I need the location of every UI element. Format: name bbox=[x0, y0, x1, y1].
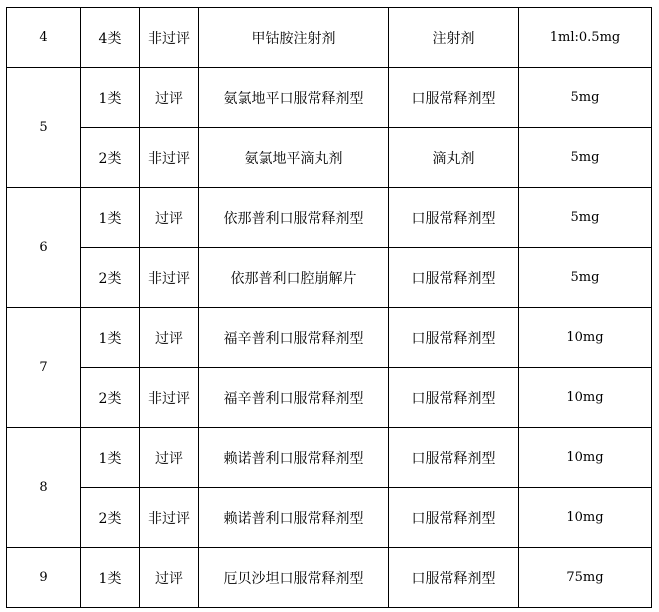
dosage-form-cell: 滴丸剂 bbox=[389, 128, 519, 188]
spec-cell: 1ml:0.5mg bbox=[519, 8, 652, 68]
drug-name-cell: 依那普利口腔崩解片 bbox=[199, 248, 389, 308]
dosage-form-cell: 口服常释剂型 bbox=[389, 548, 519, 608]
category-cell: 1类 bbox=[81, 548, 140, 608]
drug-name-cell: 氨氯地平口服常释剂型 bbox=[199, 68, 389, 128]
spec-cell: 10mg bbox=[519, 368, 652, 428]
spec-cell: 5mg bbox=[519, 128, 652, 188]
dosage-form-cell: 口服常释剂型 bbox=[389, 248, 519, 308]
drug-name-cell: 依那普利口服常释剂型 bbox=[199, 188, 389, 248]
evaluation-cell: 非过评 bbox=[140, 488, 199, 548]
table-row bbox=[7, 128, 652, 188]
evaluation-cell: 非过评 bbox=[140, 128, 199, 188]
spec-cell: 75mg bbox=[519, 548, 652, 608]
seq-cell: 8 bbox=[7, 428, 81, 548]
table-row bbox=[7, 248, 652, 308]
dosage-form-cell: 注射剂 bbox=[389, 8, 519, 68]
drug-table bbox=[6, 7, 652, 608]
category-cell: 2类 bbox=[81, 248, 140, 308]
spec-cell: 10mg bbox=[519, 308, 652, 368]
table-row bbox=[7, 8, 652, 68]
drug-name-cell: 甲钴胺注射剂 bbox=[199, 8, 389, 68]
drug-name-cell: 福辛普利口服常释剂型 bbox=[199, 368, 389, 428]
table-row bbox=[7, 548, 652, 608]
category-cell: 2类 bbox=[81, 368, 140, 428]
dosage-form-cell: 口服常释剂型 bbox=[389, 488, 519, 548]
spec-cell: 5mg bbox=[519, 188, 652, 248]
seq-cell: 5 bbox=[7, 68, 81, 188]
drug-name-cell: 赖诺普利口服常释剂型 bbox=[199, 428, 389, 488]
category-cell: 4类 bbox=[81, 8, 140, 68]
category-cell: 1类 bbox=[81, 308, 140, 368]
category-cell: 1类 bbox=[81, 188, 140, 248]
drug-name-cell: 厄贝沙坦口服常释剂型 bbox=[199, 548, 389, 608]
spec-cell: 10mg bbox=[519, 428, 652, 488]
dosage-form-cell: 口服常释剂型 bbox=[389, 308, 519, 368]
category-cell: 2类 bbox=[81, 128, 140, 188]
dosage-form-cell: 口服常释剂型 bbox=[389, 68, 519, 128]
evaluation-cell: 非过评 bbox=[140, 368, 199, 428]
evaluation-cell: 过评 bbox=[140, 188, 199, 248]
table-row bbox=[7, 428, 652, 488]
table-row bbox=[7, 488, 652, 548]
table-row bbox=[7, 188, 652, 248]
evaluation-cell: 过评 bbox=[140, 548, 199, 608]
category-cell: 1类 bbox=[81, 428, 140, 488]
seq-cell: 6 bbox=[7, 188, 81, 308]
table-row bbox=[7, 368, 652, 428]
drug-name-cell: 福辛普利口服常释剂型 bbox=[199, 308, 389, 368]
spec-cell: 5mg bbox=[519, 68, 652, 128]
dosage-form-cell: 口服常释剂型 bbox=[389, 368, 519, 428]
evaluation-cell: 过评 bbox=[140, 308, 199, 368]
seq-cell: 9 bbox=[7, 548, 81, 608]
evaluation-cell: 非过评 bbox=[140, 248, 199, 308]
table-row bbox=[7, 308, 652, 368]
spec-cell: 10mg bbox=[519, 488, 652, 548]
drug-name-cell: 氨氯地平滴丸剂 bbox=[199, 128, 389, 188]
seq-cell: 7 bbox=[7, 308, 81, 428]
spec-cell: 5mg bbox=[519, 248, 652, 308]
evaluation-cell: 过评 bbox=[140, 428, 199, 488]
evaluation-cell: 非过评 bbox=[140, 8, 199, 68]
seq-cell: 4 bbox=[7, 8, 81, 68]
dosage-form-cell: 口服常释剂型 bbox=[389, 188, 519, 248]
dosage-form-cell: 口服常释剂型 bbox=[389, 428, 519, 488]
evaluation-cell: 过评 bbox=[140, 68, 199, 128]
category-cell: 2类 bbox=[81, 488, 140, 548]
table-row bbox=[7, 68, 652, 128]
drug-name-cell: 赖诺普利口服常释剂型 bbox=[199, 488, 389, 548]
category-cell: 1类 bbox=[81, 68, 140, 128]
